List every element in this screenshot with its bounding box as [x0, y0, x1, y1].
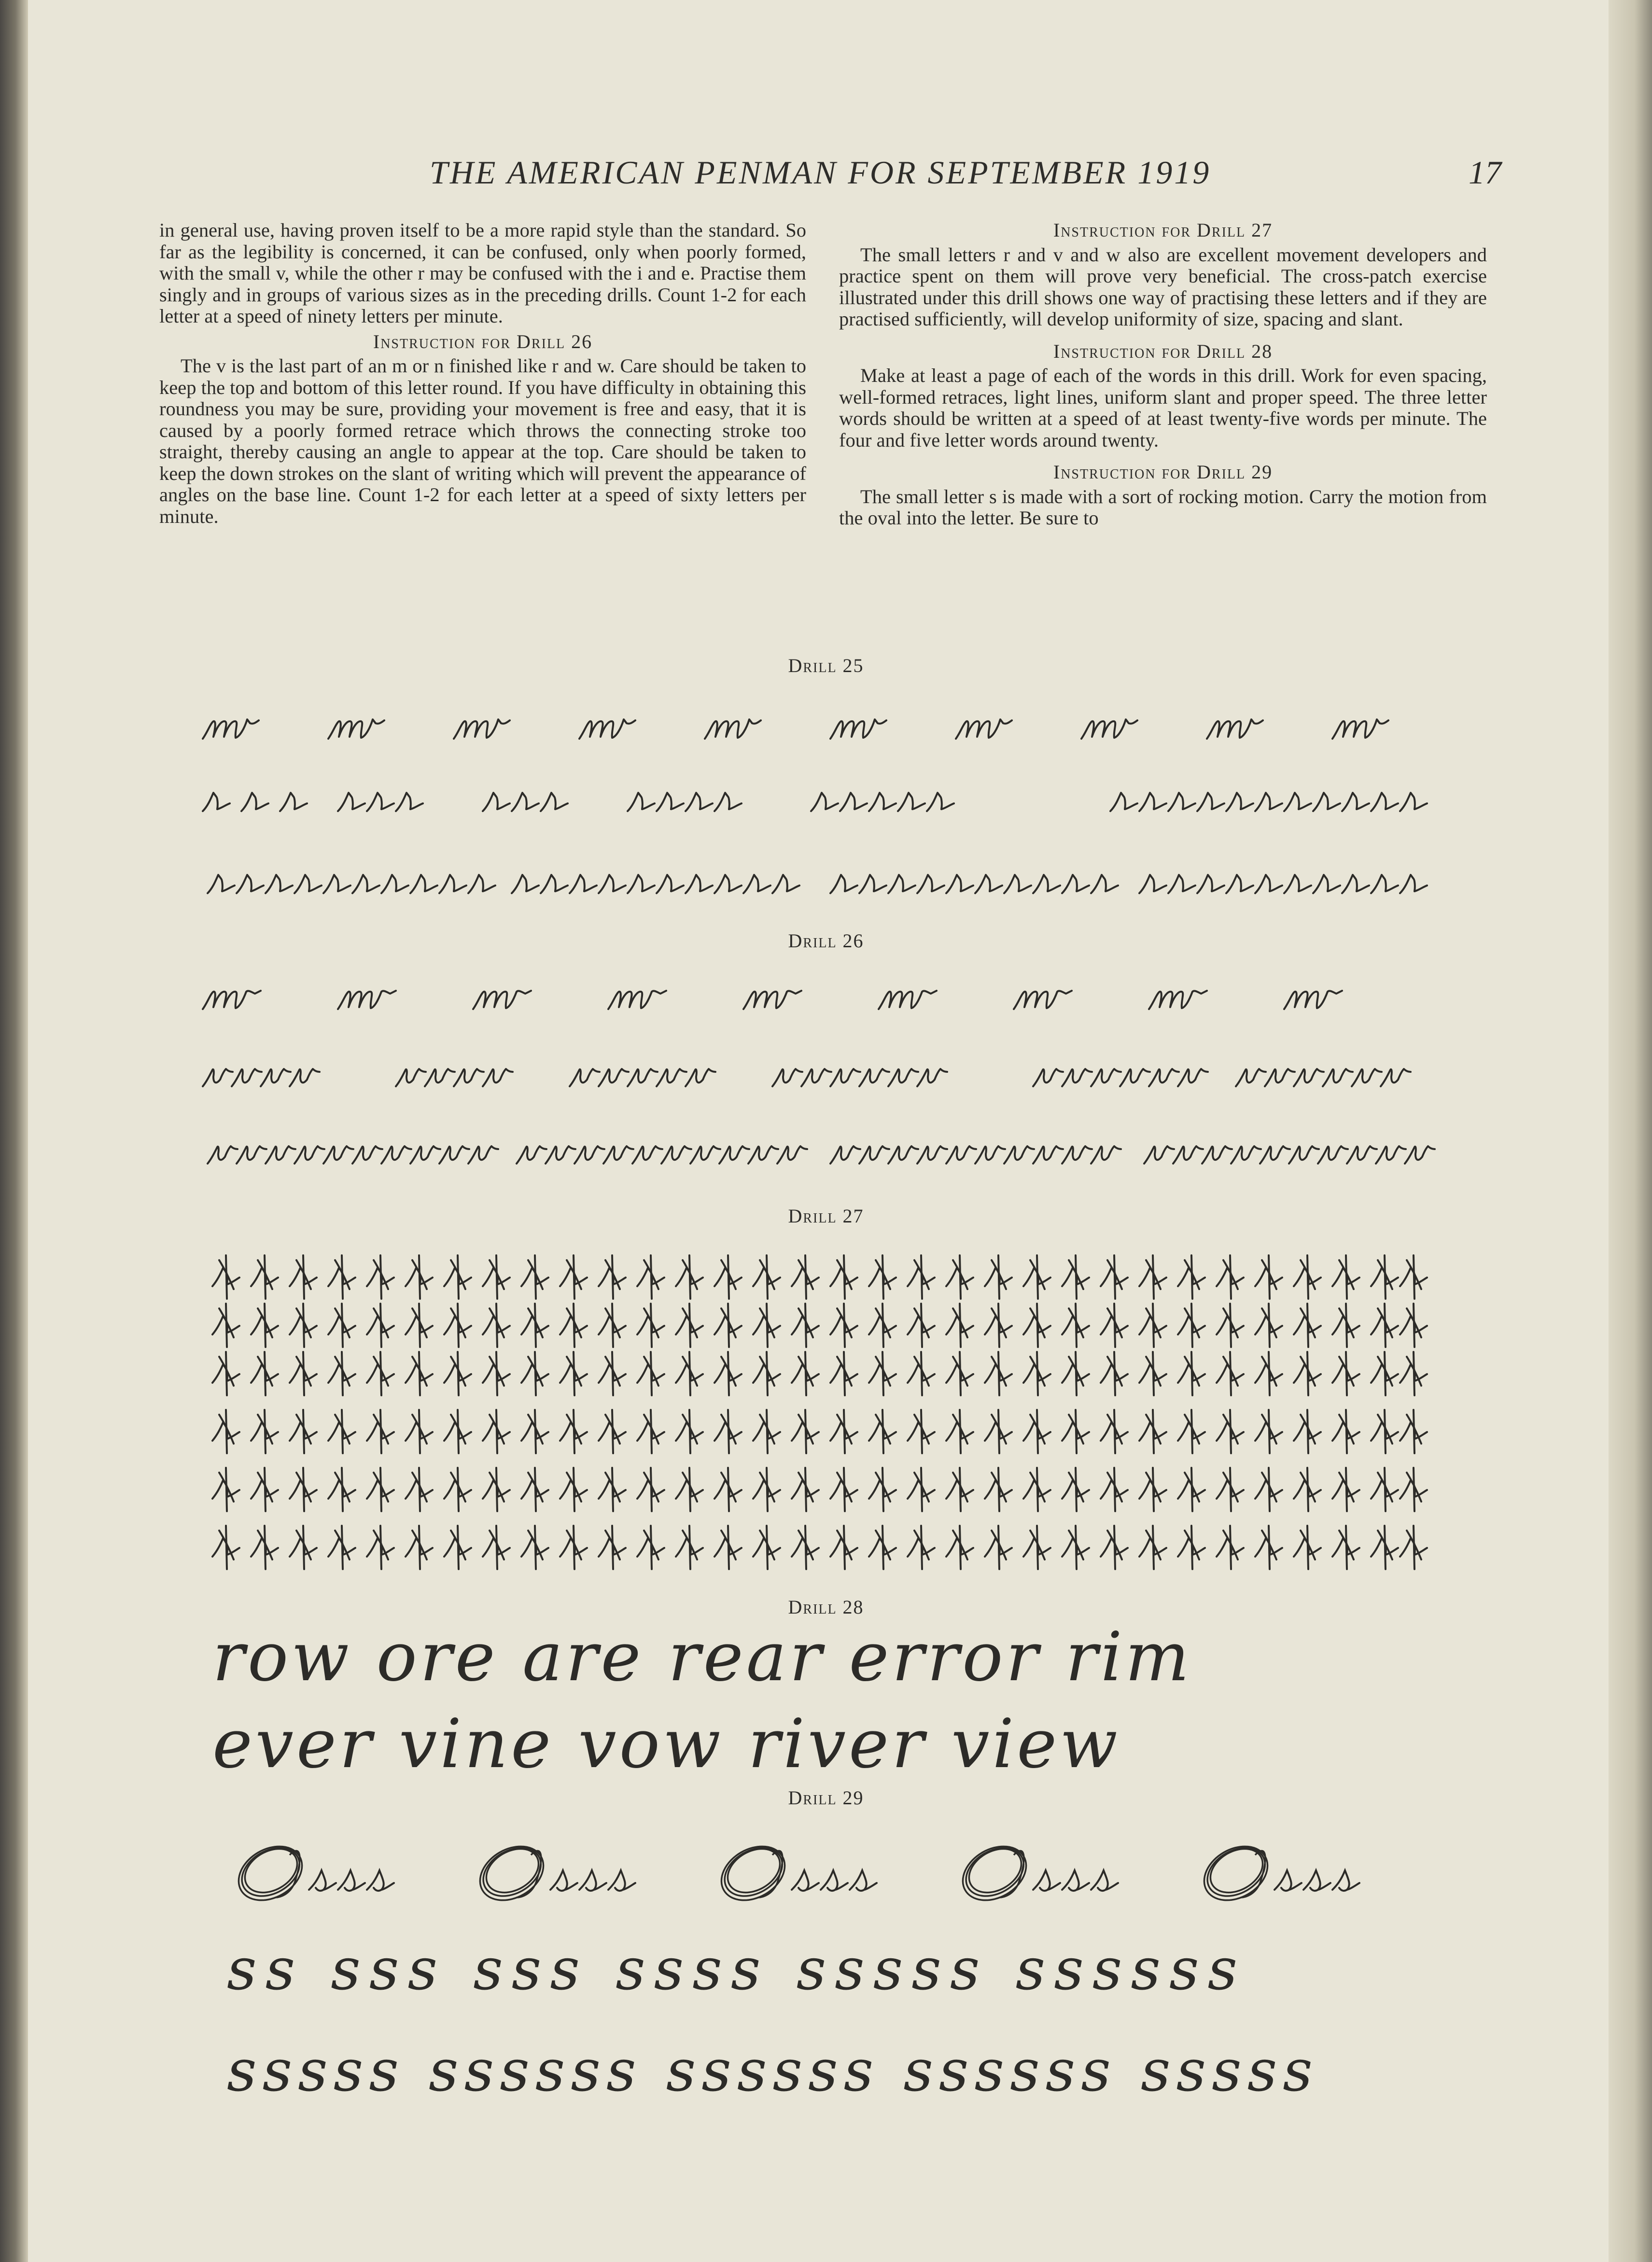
drill-29-line-1: Osss Osss Osss Osss Osss — [212, 1834, 1380, 1908]
paragraph-drill-27: The small letters r and v and w also are excellent movement developers and practice spent on them will prove very beneficial. The cross-patch exercise illustrated under this drill shows one way of practising these letters and if they are practised sufficiently, will develop uniformity of size, spacing and slant. — [839, 243, 1487, 330]
page-number: 17 — [1469, 154, 1501, 191]
heading-drill-26: Instruction for Drill 26 — [373, 330, 593, 352]
drill-26-row-1 — [203, 991, 1342, 1009]
drill-27-cross-patch — [212, 0, 1427, 1569]
header-title: THE AMERICAN PENMAN FOR SEPTEMBER 1919 — [430, 154, 1211, 191]
drill-26-label: Drill 26 — [788, 930, 864, 952]
heading-drill-28: Instruction for Drill 28 — [1053, 340, 1273, 362]
paragraph-drill-29: The small letter s is made with a sort of rocking motion. Carry the motion from the oval into the letter. Be sure to — [839, 485, 1487, 529]
drill-28-label: Drill 28 — [788, 1596, 864, 1618]
drill-28-line-1: row ore are rear error rim — [212, 1618, 1192, 1697]
drill-29-label: Drill 29 — [788, 1787, 864, 1809]
drill-28-line-2: ever vine vow river view — [212, 1705, 1120, 1784]
drill-26-row-2 — [203, 1069, 1411, 1086]
paragraph-continued: in general use, having proven itself to be a more rapid style than the standard. So far as the legibility is concerned, it can be confused, only when poorly formed, with the small v, while the other r may be confused with the i and e. Practise them singly and in groups of various sizes as in the preceding drills. Count 1-2 for each letter at a speed of ninety letters per minute. — [159, 220, 806, 327]
drill-27-label: Drill 27 — [788, 1205, 864, 1227]
heading-drill-27: Instruction for Drill 27 — [1053, 220, 1273, 241]
drill-25-row-2 — [203, 793, 1427, 811]
paragraph-drill-26: The v is the last part of an m or n finished like r and w. Care should be taken to keep the top and bottom of this letter round. If you have difficulty in obtaining this roundness you may be sure, providing your movement is free and easy, that it is caused by a poorly formed retrace which throws the connecting stroke too straight, thereby causing an angle to appear at the top. Care should be taken to keep the down strokes on the slant of writing which will prevent the appearance of angles on the base line. Count 1-2 for each letter at a speed of sixty letters per minute. — [159, 355, 806, 527]
drill-29-line-3: sssss ssssss ssssss ssssss sssss — [227, 2037, 1318, 2105]
paragraph-drill-28: Make at least a page of each of the words in this drill. Work for even spacing, well-formed retraces, light lines, uniform slant and proper speed. The three letter words should be written at a speed of at least twenty-five words per minute. The four and five letter words around twenty. — [839, 365, 1487, 451]
drill-29-line-2: ss sss sss ssss sssss ssssss — [227, 1936, 1246, 2003]
drill-29-ovals — [229, 1836, 1277, 1911]
drill-25-label: Drill 25 — [788, 655, 864, 676]
heading-drill-29: Instruction for Drill 29 — [1053, 461, 1273, 483]
drill-29-oval-s-row — [309, 1870, 1359, 1891]
drill-25-row-3 — [208, 875, 1427, 893]
drill-26-row-3 — [208, 1146, 1435, 1164]
drill-25-row-1 — [203, 719, 1388, 739]
